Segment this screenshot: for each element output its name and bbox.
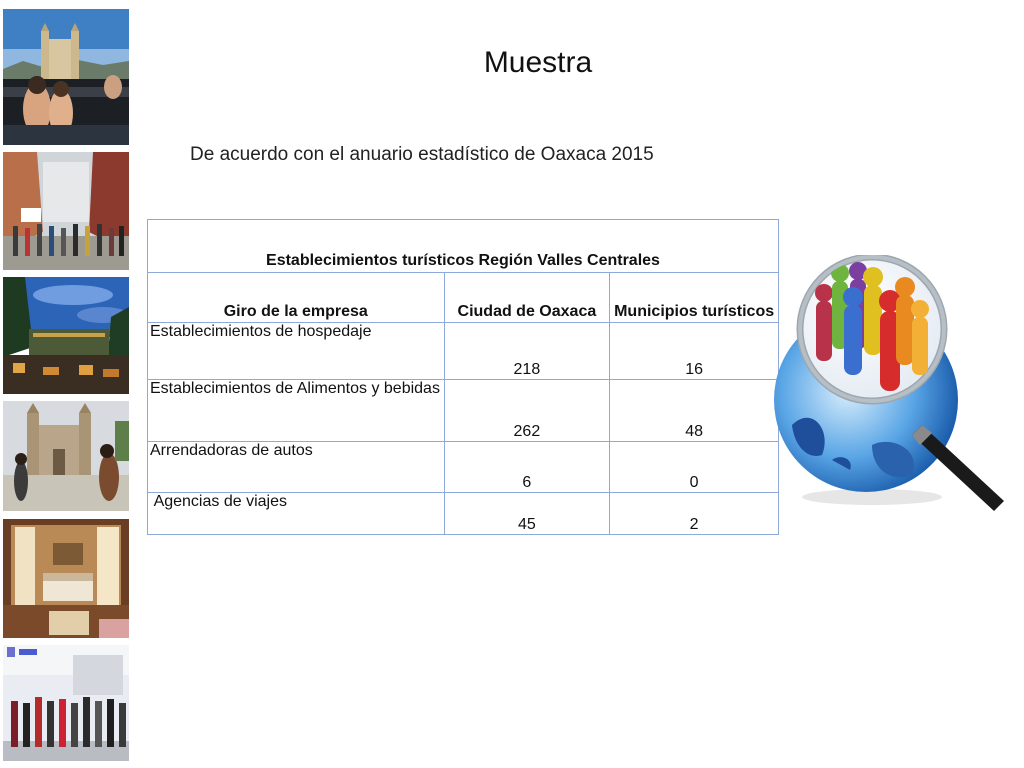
column-header-municipios: Municipios turísticos <box>610 273 779 323</box>
page-subtitle: De acuerdo con el anuario estadístico de Oaxaca 2015 <box>190 144 654 165</box>
column-header-giro: Giro de la empresa <box>148 273 445 323</box>
market-crowd-photo <box>3 645 129 761</box>
table-caption-row <box>148 220 779 273</box>
row-municipios-value: 48 <box>610 380 779 442</box>
row-ciudad-value: 262 <box>444 380 610 442</box>
row-ciudad-value: 218 <box>444 323 610 380</box>
pedestrian-street-photo <box>3 152 129 270</box>
row-municipios-value: 16 <box>610 323 779 380</box>
page-title: Muestra <box>483 46 593 79</box>
row-ciudad-value: 6 <box>444 442 610 493</box>
column-header-ciudad: Ciudad de Oaxaca <box>444 273 610 323</box>
table-row <box>148 442 779 493</box>
table-row <box>148 380 779 442</box>
magnifying-glass-globe-people-illustration <box>772 255 1017 517</box>
row-name: Establecimientos de Alimentos y bebidas <box>148 380 445 442</box>
evening-terrace-photo <box>3 277 129 394</box>
row-name: Arrendadoras de autos <box>148 442 445 493</box>
table-caption: Establecimientos turísticos Región Valles Centrales <box>148 220 779 273</box>
tourism-establishments-table <box>147 219 779 535</box>
row-name: Agencias de viajes <box>148 493 445 535</box>
row-name: Establecimientos de hospedaje <box>148 323 445 380</box>
row-municipios-value: 2 <box>610 493 779 535</box>
row-municipios-value: 0 <box>610 442 779 493</box>
row-ciudad-value: 45 <box>444 493 610 535</box>
table-row <box>148 323 779 380</box>
table-row <box>148 493 779 535</box>
hotel-room-photo <box>3 519 129 638</box>
table-header-row <box>148 273 779 323</box>
church-plaza-photo <box>3 401 129 511</box>
